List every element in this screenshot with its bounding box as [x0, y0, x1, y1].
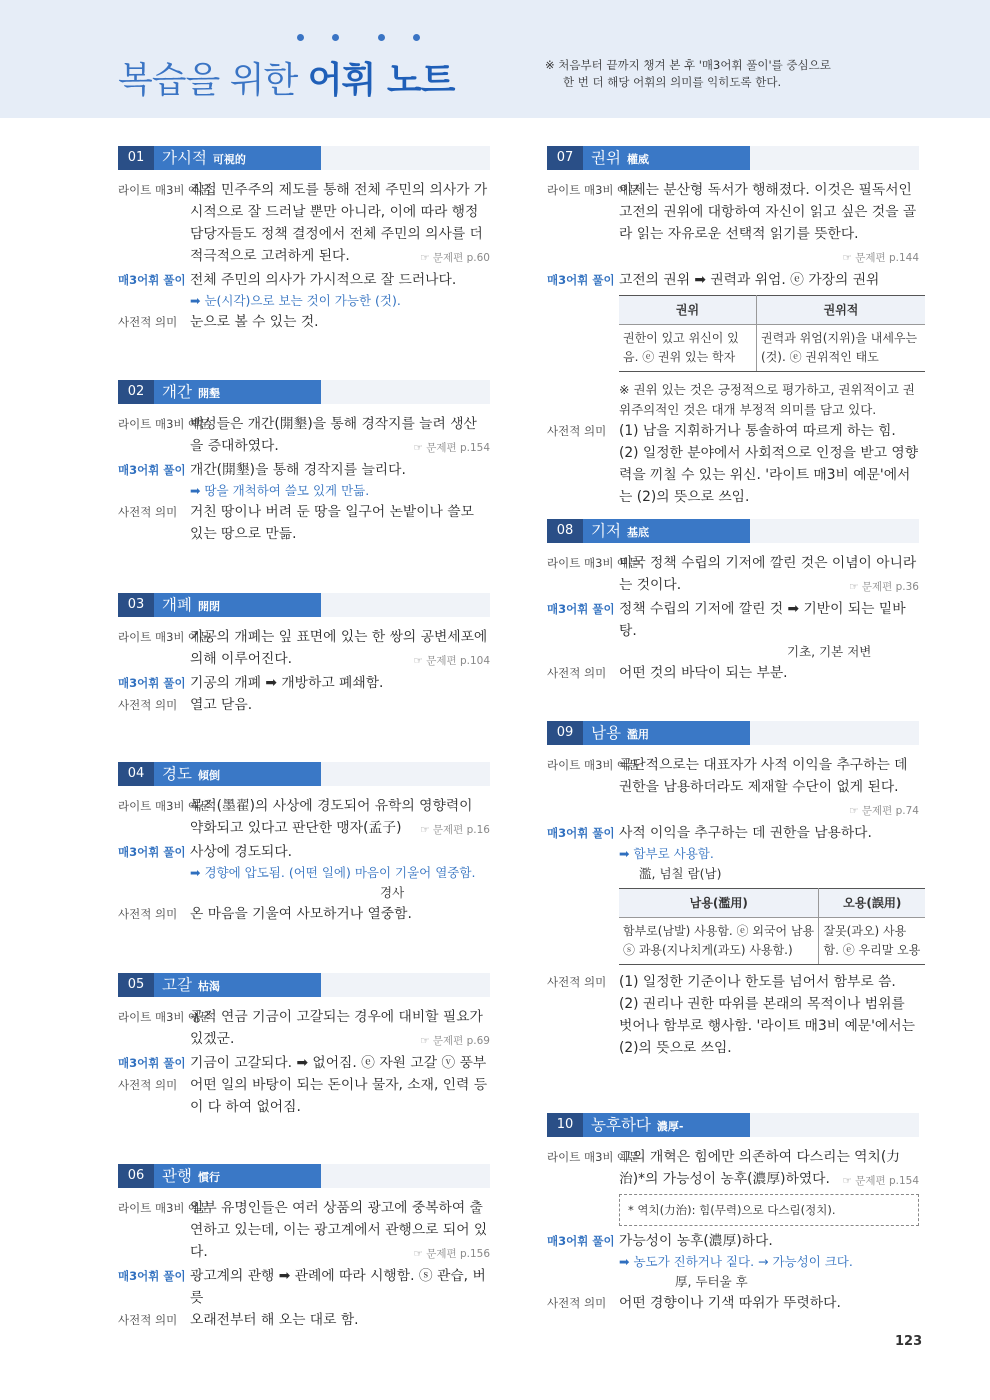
pulyi-label: 매3어휘 풀이 — [118, 273, 186, 287]
meaning-label: 사전적 의미 — [118, 505, 178, 519]
entry-number: 04 — [118, 762, 154, 786]
entry-number: 07 — [547, 146, 583, 170]
meaning-text: 어떤 것의 바닥이 되는 부분. — [619, 665, 788, 681]
meaning-text: 거친 땅이나 버려 둔 땅을 일구어 논밭이나 쓸모 있는 땅으로 만듦. — [190, 504, 474, 542]
entry-header — [547, 146, 919, 170]
entry-07 — [547, 146, 919, 508]
entry-05 — [118, 973, 490, 1118]
meaning-text: 열고 닫음. — [190, 697, 253, 713]
example-text: 일부 유명인들은 여러 상품의 광고에 중복하여 출연하고 있는데, 이는 광고계에서 관행으로 되어 있다. ☞ 문제편 p.156 — [190, 1200, 490, 1260]
entry-word: 개폐 開閉 — [162, 596, 220, 614]
example-label: 라이트 매3비 예문 — [547, 556, 640, 570]
meaning-text: (1) 남을 지휘하거나 통솔하여 따르게 하는 힘. (2) 일정한 분야에서 사회적으로 인정을 받고 영향력을 끼칠 수 있는 위신. '라이트 매3비 예문'에서는 (2)의 뜻으로 쓰임. — [619, 423, 919, 505]
entry-header — [118, 1164, 490, 1188]
example-text: 공적 연금 기금이 고갈되는 경우에 대비할 필요가 있겠군. ☞ 문제편 p.69 — [190, 1009, 490, 1047]
page-title: 복습을 위한 어휘 노트 — [118, 60, 455, 101]
pulyi-text: 광고계의 관행 ➡ 관례에 따라 시행함. ⓢ 관습, 버릇 — [190, 1268, 486, 1306]
example-text: 그의 개혁은 힘에만 의존하여 다스리는 역치(力治)*의 가능성이 농후(濃厚)하였다. ☞ 문제편 p.154 * 역치(力治): 힘(무력)으로 다스림(정치). — [619, 1146, 919, 1230]
entry-04 — [118, 762, 490, 925]
entry-01 — [118, 146, 490, 333]
entry-10 — [547, 1113, 919, 1314]
entry-03 — [118, 593, 490, 716]
entry-number: 02 — [118, 380, 154, 404]
meaning-label: 사전적 의미 — [547, 666, 607, 680]
pulyi-label: 매3어휘 풀이 — [547, 826, 615, 840]
page-header — [0, 0, 990, 118]
entry-header — [118, 146, 490, 170]
entry-header — [547, 519, 919, 543]
meaning-label: 사전적 의미 — [547, 975, 607, 989]
example-label: 라이트 매3비 예문 — [118, 1201, 211, 1215]
example-label: 라이트 매3비 예문 — [547, 758, 640, 772]
pulyi-label: 매3어휘 풀이 — [118, 845, 186, 859]
meaning-label: 사전적 의미 — [118, 698, 178, 712]
example-label: 라이트 매3비 예문 — [118, 799, 211, 813]
meaning-label: 사전적 의미 — [118, 315, 178, 329]
entry-word: 기저 基底 — [591, 522, 649, 540]
entry-header — [547, 721, 919, 745]
pulyi-text: 가능성이 농후(濃厚)하다. ➡ 농도가 진하거나 짙다. → 가능성이 크다. 厚, 두터울 후 — [619, 1233, 853, 1289]
meaning-text: 온 마음을 기울여 사모하거나 열중함. — [190, 906, 412, 922]
meaning-text: 오래전부터 해 오는 대로 함. — [190, 1312, 359, 1328]
entry-word: 농후하다 濃厚- — [591, 1116, 684, 1134]
entry-header — [118, 762, 490, 786]
pulyi-label: 매3어휘 풀이 — [118, 463, 186, 477]
entry-word: 가시적 可視的 — [162, 149, 246, 167]
pulyi-label: 매3어휘 풀이 — [118, 1269, 186, 1283]
example-label: 라이트 매3비 예문 — [547, 183, 640, 197]
entry-number: 06 — [118, 1164, 154, 1188]
meaning-text: 어떤 일의 바탕이 되는 돈이나 물자, 소재, 인력 등이 다 하여 없어짐. — [190, 1077, 488, 1115]
example-text: 묵적(墨翟)의 사상에 경도되어 유학의 영향력이 약화되고 있다고 판단한 맹자(孟子) ☞ 문제편 p.16 — [190, 798, 490, 836]
meaning-text: 눈으로 볼 수 있는 것. — [190, 314, 319, 330]
entry-word: 경도 傾倒 — [162, 765, 220, 783]
example-text: 이제는 분산형 독서가 행해졌다. 이것은 필독서인 고전의 권위에 대항하여 자신이 읽고 싶은 것을 골라 읽는 자유로운 선택적 읽기를 뜻한다. ☞ 문제편 p.144 — [619, 182, 919, 264]
entry-number: 10 — [547, 1113, 583, 1137]
entry-09 — [547, 721, 919, 1059]
compare-table: 권위 권위적 권한이 있고 위신이 있음. ⓔ 권위 있는 학자 권력과 위엄(지위)을 내세우는 (것). ⓔ 권위적인 태도 — [619, 295, 925, 372]
example-label: 라이트 매3비 예문 — [547, 1150, 640, 1164]
meaning-label: 사전적 의미 — [118, 1078, 178, 1092]
entry-number: 01 — [118, 146, 154, 170]
tip-note: ※ 권위 있는 것은 긍정적으로 평가하고, 권위적이고 권위주의적인 것은 대개 부정적 의미를 담고 있다. — [619, 382, 915, 417]
title-emphasis-dots — [270, 34, 430, 44]
entry-word: 권위 權威 — [591, 149, 649, 167]
entry-number: 03 — [118, 593, 154, 617]
pulyi-label: 매3어휘 풀이 — [118, 676, 186, 690]
footnote-box: * 역치(力治): 힘(무력)으로 다스림(정치). — [619, 1194, 919, 1226]
example-label: 라이트 매3비 예문 — [118, 1010, 211, 1024]
pulyi-label: 매3어휘 풀이 — [118, 1056, 186, 1070]
pulyi-label: 매3어휘 풀이 — [547, 602, 615, 616]
pulyi-text: 개간(開墾)을 통해 경작지를 늘리다. ➡ 땅을 개척하여 쓸모 있게 만듦. — [190, 462, 406, 498]
pulyi-text: 사상에 경도되다. ➡ 경향에 압도됨. (어떤 일에) 마음이 기울어 열중함. 경사 — [190, 844, 476, 900]
pulyi-text: 기금이 고갈되다. ➡ 없어짐. ⓔ 자원 고갈 ⓥ 풍부 — [190, 1055, 487, 1071]
example-text: 기공의 개폐는 잎 표면에 있는 한 쌍의 공변세포에 의해 이루어진다. ☞ 문제편 p.104 — [190, 629, 490, 667]
pulyi-label: 매3어휘 풀이 — [547, 1234, 615, 1248]
header-note: ※ 처음부터 끝까지 챙겨 본 후 '매3어휘 풀이'를 중심으로 한 번 더 해당 어휘의 의미를 익히도록 한다. — [545, 58, 831, 89]
entry-number: 08 — [547, 519, 583, 543]
page-number: 123 — [895, 1334, 923, 1349]
example-text: 백성들은 개간(開墾)을 통해 경작지를 늘려 생산을 증대하였다. ☞ 문제편 p.154 — [190, 416, 490, 454]
pulyi-text: 기공의 개폐 ➡ 개방하고 폐쇄함. — [190, 675, 384, 691]
entry-02 — [118, 380, 490, 545]
entry-header — [118, 380, 490, 404]
meaning-label: 사전적 의미 — [118, 1313, 178, 1327]
meaning-label: 사전적 의미 — [547, 424, 607, 438]
entry-06 — [118, 1164, 490, 1331]
entry-number: 05 — [118, 973, 154, 997]
example-label: 라이트 매3비 예문 — [118, 630, 211, 644]
example-text: 직접 민주주의 제도를 통해 전체 주민의 의사가 가시적으로 잘 드러날 뿐만 아니라, 이에 따라 행정 담당자들도 정책 결정에서 전체 주민의 의사를 더 적극적으로 고려하게 된다. ☞ 문제편 p.60 — [190, 182, 490, 264]
meaning-label: 사전적 의미 — [547, 1296, 607, 1310]
entry-number: 09 — [547, 721, 583, 745]
example-text: 미국 정책 수립의 기저에 깔린 것은 이념이 아니라는 것이다. ☞ 문제편 p.36 — [619, 555, 919, 593]
pulyi-text: 고전의 권위 ➡ 권력과 위엄. ⓔ 가장의 권위 권위 권위적 권한이 있고 위신이 있음. ⓔ 권위 있는 학자 권력과 위엄(지위)을 내세우는 (것). ⓔ 권위적인 태도 ※ 권위 있는 것은 긍정적으로 평가하고, 권위적이고 권위주의적인 것은 대개 부정적 의미를 담고 있다. — [619, 269, 925, 420]
entry-header — [118, 973, 490, 997]
meaning-text: (1) 일정한 기준이나 한도를 넘어서 함부로 씀. (2) 권리나 권한 따위를 본래의 목적이나 범위를 벗어나 함부로 행사함. '라이트 매3비 예문'에서는 (2)의 뜻으로 쓰임. — [619, 974, 915, 1056]
pulyi-text: 사적 이익을 추구하는 데 권한을 남용하다. ➡ 함부로 사용함. 濫, 넘칠 람(남) 남용(濫用) 오용(誤用) 함부로(남발) 사용함. ⓔ 외국어 남용 ⓢ 과용(지나치게(과도) 사용함.) 잘못(과오) 사용함. ⓔ 우리말 오용 — [619, 822, 925, 965]
entry-word: 개간 開墾 — [162, 383, 220, 401]
pulyi-label: 매3어휘 풀이 — [547, 273, 615, 287]
entry-header — [118, 593, 490, 617]
example-label: 라이트 매3비 예문 — [118, 417, 211, 431]
pulyi-text: 정책 수립의 기저에 깔린 것 ➡ 기반이 되는 밑바탕. 기초, 기본 저변 — [619, 601, 906, 659]
example-label: 라이트 매3비 예문 — [118, 183, 211, 197]
example-text: 극단적으로는 대표자가 사적 이익을 추구하는 데 권한을 남용하더라도 제재할 수단이 없게 된다. ☞ 문제편 p.74 — [619, 757, 919, 817]
meaning-text: 어떤 경향이나 기색 따위가 뚜렷하다. — [619, 1295, 841, 1311]
entry-08 — [547, 519, 919, 684]
compare-table: 남용(濫用) 오용(誤用) 함부로(남발) 사용함. ⓔ 외국어 남용 ⓢ 과용(지나치게(과도) 사용함.) 잘못(과오) 사용함. ⓔ 우리말 오용 — [619, 888, 925, 965]
entry-header — [547, 1113, 919, 1137]
meaning-label: 사전적 의미 — [118, 907, 178, 921]
entry-word: 관행 慣行 — [162, 1167, 220, 1185]
entry-word: 남용 濫用 — [591, 724, 649, 742]
entry-word: 고갈 枯渴 — [162, 976, 220, 994]
pulyi-text: 전체 주민의 의사가 가시적으로 잘 드러나다. ➡ 눈(시각)으로 보는 것이 가능한 (것). — [190, 272, 457, 308]
